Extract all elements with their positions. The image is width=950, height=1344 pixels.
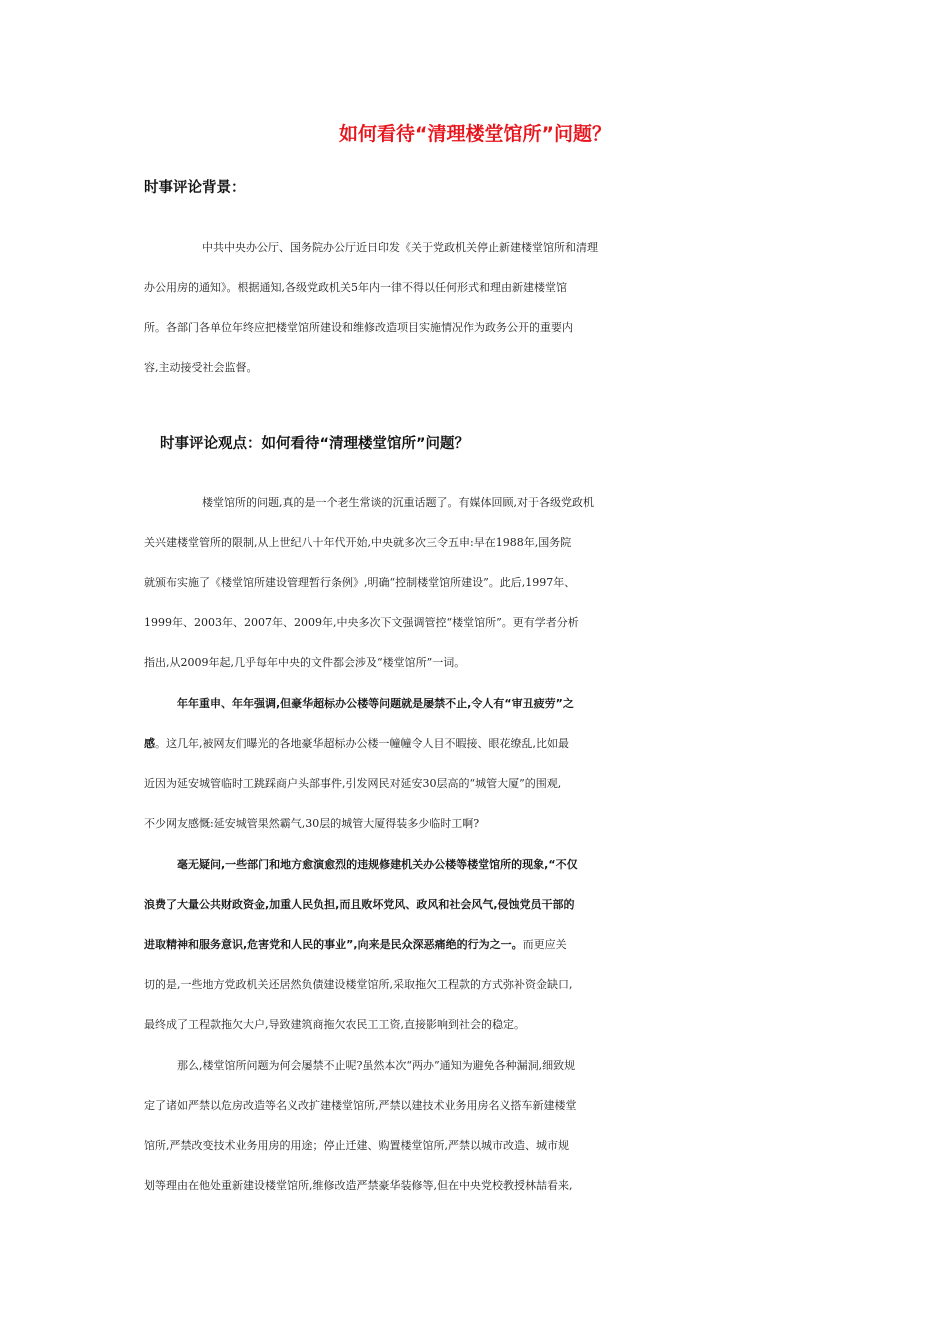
viewpoint-heading: 时事评论观点：如何看待“清理楼堂馆所”问题？: [160, 436, 470, 452]
paragraph-line: [144, 684, 824, 724]
paragraph-line: 划等理由在他处重新建设楼堂馆所,维修改造严禁豪华装修等,但在中央党校教授林喆看来,: [144, 1179, 573, 1192]
paragraph-line: 就颁布实施了《楼堂馆所建设管理暂行条例》,明确“控制楼堂馆所建设”。此后,1997年、: [144, 576, 576, 589]
regular-text: 而更应关: [522, 938, 567, 951]
bold-text: 进取精神和服务意识,危害党和人民的事业”,向来是民众深恶痛绝的行为之一。: [144, 938, 523, 951]
background-heading: 时事评论背景：: [144, 180, 246, 196]
paragraph-line: [144, 724, 824, 764]
paragraph-line: 不少网友感慨:延安城管果然霸气,30层的城管大厦得装多少临时工啊?: [144, 817, 480, 830]
viewpoint-paragraph-1: [144, 483, 824, 683]
paragraph-line: 所。各部门各单位年终应把楼堂馆所建设和维修改造项目实施情况作为政务公开的重要内: [144, 321, 573, 334]
paragraph-line: 切的是,一些地方党政机关还居然负债建设楼堂馆所,采取拖欠工程款的方式弥补资金缺口,: [144, 978, 573, 991]
bold-text: 浪费了大量公共财政资金,加重人民负担,而且败坏党风、政风和社会风气,侵蚀党员干部的: [144, 898, 575, 911]
paragraph-line: 中共中央办公厅、国务院办公厅近日印发《关于党政机关停止新建楼堂馆所和清理: [202, 241, 598, 254]
paragraph-line: 容,主动接受社会监督。: [144, 361, 258, 374]
bold-text: 毫无疑问,一些部门和地方愈演愈烈的违规修建机关办公楼等楼堂馆所的现象,“不仅: [177, 858, 578, 871]
regular-text: 。这几年,被网友们曝光的各地豪华超标办公楼一幢幢令人目不暇接、眼花缭乱,比如最: [155, 737, 569, 750]
bold-text: 年年重申、年年强调,但豪华超标办公楼等问题就是屡禁不止,令人有“审丑疲劳”之: [177, 697, 574, 710]
viewpoint-paragraph-2: [144, 684, 824, 844]
paragraph-line: 关兴建楼堂管所的限制,从上世纪八十年代开始,中央就多次三令五申:早在1988年,国务院: [144, 536, 572, 549]
paragraph-line: 最终成了工程款拖欠大户,导致建筑商拖欠农民工工资,直接影响到社会的稳定。: [144, 1018, 525, 1031]
paragraph-line: 1999年、2003年、2007年、2009年,中央多次下文强调管控“楼堂馆所”。更有学者分析: [144, 616, 579, 629]
paragraph-line: 指出,从2009年起,几乎每年中央的文件都会涉及“楼堂馆所”一词。: [144, 656, 466, 669]
paragraph-line: 办公用房的通知》。根据通知,各级党政机关5年内一律不得以任何形式和理由新建楼堂馆: [144, 281, 567, 294]
paragraph-line: [144, 885, 824, 925]
paragraph-line: 那么,楼堂馆所问题为何会屡禁不止呢?虽然本次“两办”通知为避免各种漏洞,细致规: [177, 1059, 576, 1072]
paragraph-line: 楼堂馆所的问题,真的是一个老生常谈的沉重话题了。有媒体回顾,对于各级党政机: [202, 496, 594, 509]
paragraph-line: [144, 925, 824, 965]
paragraph-line: 馆所,严禁改变技术业务用房的用途；停止迁建、购置楼堂馆所,严禁以城市改造、城市规: [144, 1139, 569, 1152]
bold-text: 感: [144, 737, 155, 750]
paragraph-line: 定了诸如严禁以危房改造等名义改扩建楼堂馆所,严禁以建技术业务用房名义搭车新建楼堂: [144, 1099, 577, 1112]
viewpoint-paragraph-4: [144, 1046, 824, 1206]
viewpoint-paragraph-3: [144, 845, 824, 1045]
paragraph-line: [144, 845, 824, 885]
paragraph-line: 近因为延安城管临时工跳踩商户头部事件,引发网民对延安30层高的“城管大厦”的围观,: [144, 777, 562, 790]
document-title: 如何看待“清理楼堂馆所”问题？: [339, 123, 611, 145]
background-paragraph: [144, 228, 824, 388]
